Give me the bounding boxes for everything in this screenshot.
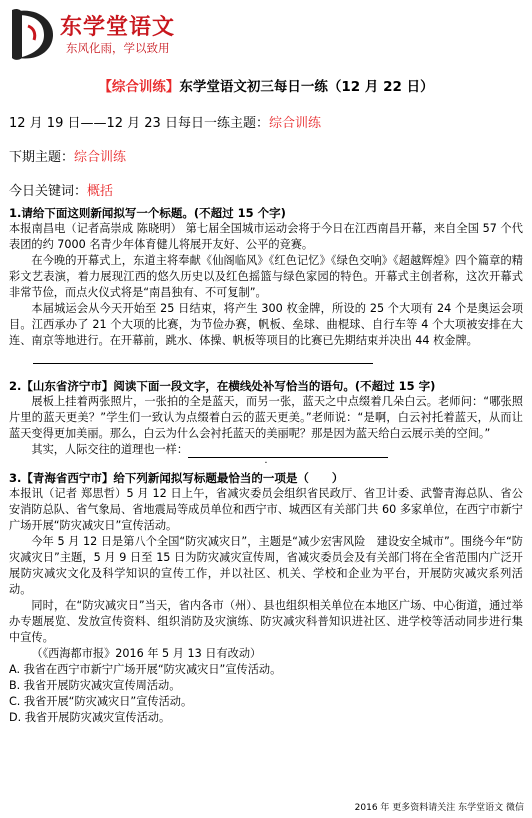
question-2-prompt: 其实，人际交往的道理也一样： <box>31 443 189 456</box>
question-1-answer-line[interactable] <box>33 349 373 364</box>
next-theme-label: 下期主题： <box>9 150 75 165</box>
week-theme <box>9 112 321 131</box>
question-3-para-3: 同时，在“防灾减灾日”当天，省内各市（州）、县也组织相关单位在本地区广场、中心街道，通过举办专题展览、发放宣传资料、组织消防及灾演练、防灾减灾科普知识进社区、进学校等活动同步进行集中宣传。 <box>9 599 523 644</box>
keyword-value: 概括 <box>87 184 114 199</box>
week-theme-value: 综合训练 <box>268 116 321 131</box>
page-footer: 2016 年 更多资料请关注 东学堂语文 微信 <box>354 803 524 813</box>
title-text: 东学堂语文初三每日一练（12 月 22 日） <box>179 79 434 95</box>
title-bracket-close: 】 <box>165 79 180 95</box>
title-bracket-open: 【 <box>98 79 112 95</box>
brand-title: 东学堂语文 <box>60 15 176 40</box>
question-1-para-1: 本报南昌电（记者高崇成 陈晓明） 第七届全国城市运动会将于今日在江西南昌开幕，来自全国 57 个代表团的约 7000 名青少年体育健儿将展开友好、公平的竞赛。 <box>9 222 523 251</box>
question-1-para-3: 本届城运会从今天开始至 25 日结束，将产生 300 枚金牌，所设的 25 个大项有 24 个是奥运会项目。江西承办了 21 个大项的比赛，为节俭办赛，帆板、垒球、曲棍球、自行车等 4 个大项被安排在大连、南京等地进行。在开幕前，跳水、体操、帆板等项目的比赛已先期结束并决出 44 枚金牌。 <box>9 302 523 347</box>
title-tag: 综合训练 <box>111 79 166 95</box>
question-2-para-1: 展板上挂着两张照片，一张拍的全是蓝天，而另一张，蓝天之中点缀着几朵白云。老师问：“哪张照片里的蓝天更美？”学生们一致认为点缀着白云的蓝天更美。”老师说：“是啊，白云衬托着蓝天，从而让蓝天变得更加美丽。那么，白云为什么会衬托蓝天的美丽呢？那是因为蓝天给白云展示美的空间。” <box>9 395 523 440</box>
option-c[interactable]: C. 我省开展“防灾减灾日”宣传活动。 <box>9 695 193 708</box>
question-3-para-2: 今年 5 月 12 日是第八个全国“防灾减灾日”，主题是“减少宏害风险 建设安全城市”。围绕今年“防灾减灾日”主题，5 月 9 日至 15 日为防灾减灾宣传周，省减灾委员会及有关部门将在全省范围内广泛开展防灾减灾文化及科学知识的宣传工作，并以社区、机关、学校和企业为平台，开展防灾减灾系列活动。 <box>9 535 523 596</box>
question-3-source: （《西海都市报》2016 年 5 月 13 日有改动） <box>31 647 262 660</box>
question-3-title: 3.【青海省西宁市】给下列新闻拟写标题最恰当的一项是（ ） <box>9 471 344 485</box>
question-2-title: 2.【山东省济宁市】阅读下面一段文字，在横线处补写恰当的语句。(不超过 15 字) <box>9 379 436 393</box>
page-title <box>0 75 532 95</box>
option-b[interactable]: B. 我省开展防灾减灾宣传周活动。 <box>9 679 181 692</box>
exercise-content <box>9 205 523 726</box>
option-a[interactable]: A. 我省在西宁市新宁广场开展“防灾减灾日”宣传活动。 <box>9 663 282 676</box>
brand-logo <box>6 6 236 62</box>
brand-slogan: 东风化雨，学以致用 <box>66 41 170 55</box>
question-2-answer-line[interactable] <box>188 445 388 458</box>
question-2-para-2 <box>9 442 523 458</box>
question-1-title: 1.请给下面这则新闻拟写一个标题。(不超过 15 个字) <box>9 206 286 220</box>
separator-dot: · <box>264 458 268 469</box>
keyword-label: 今日关键词： <box>9 184 88 199</box>
next-theme-value: 综合训练 <box>74 150 127 165</box>
week-theme-label: 12 月 19 日——12 月 23 日每日一练主题： <box>9 116 269 131</box>
question-1-para-2: 在今晚的开幕式上，东道主将奉献《仙阁临风》《红色记忆》《绿色交响》《超越辉煌》四个篇章的精彩文艺表演，着力展现江西的悠久历史以及红色摇篮与绿色家园的特色。开幕式主创者称，这次开幕式非常节俭，而点火仪式将是“南昌独有、不可复制”。 <box>9 254 523 299</box>
brush-d-logo-icon <box>6 6 58 62</box>
option-d[interactable]: D. 我省开展防灾减灾宣传活动。 <box>9 711 171 724</box>
keyword <box>9 180 113 199</box>
next-theme <box>9 146 126 165</box>
question-3-para-1: 本报讯（记者 郑思哲）5 月 12 日上午，省减灾委员会组织省民政厅、省卫计委、武警青海总队、省公安消防总队、省气象局、省地震局等成员单位和西宁市、城西区有关部门共 60 多家单位，在西宁市新宁广场开展“防灾减灾日”宣传活动。 <box>9 487 523 532</box>
